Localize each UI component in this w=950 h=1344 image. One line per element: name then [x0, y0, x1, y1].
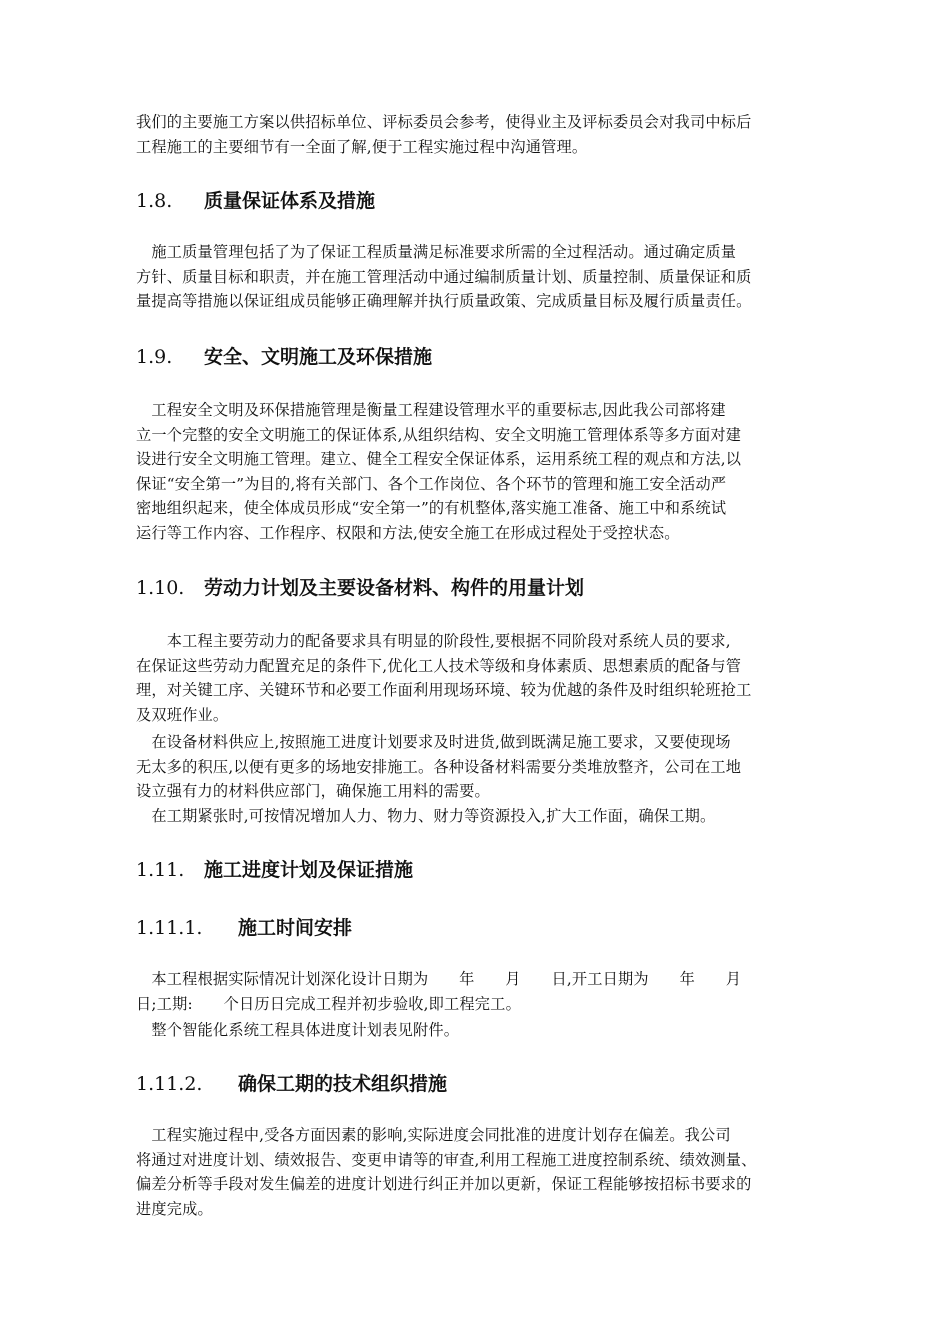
section-heading-1-8 [136, 186, 375, 213]
text-line: 无太多的积压,以便有更多的场地安排施工。各种设备材料需要分类堆放整齐，公司在工地 [136, 757, 742, 776]
text-line: 本工程主要劳动力的配备要求具有明显的阶段性,要根据不同阶段对系统人员的要求, [136, 632, 731, 650]
text-line: 理，对关键工序、关键环节和必要工作面利用现场环境、较为优越的条件及时组织轮班抢工 [136, 681, 752, 699]
text-line: 偏差分析等手段对发生偏差的进度计划进行纠正并加以更新，保证工程能够按招标书要求的 [136, 1175, 752, 1193]
section-heading-1-11-1 [136, 913, 352, 940]
section-title: 施工进度计划及保证措施 [204, 859, 414, 881]
section-1-10-paragraph-1 [136, 629, 816, 727]
text-line: 本工程根据实际情况计划深化设计日期为 年 月 日,开工日期为 年 月 [136, 970, 742, 988]
section-number: 1.9. [136, 346, 173, 368]
text-line: 及双班作业。 [136, 705, 229, 724]
text-line: 运行等工作内容、工作程序、权限和方法,使安全施工在形成过程处于受控状态。 [136, 523, 680, 542]
text-line: 工程施工的主要细节有一全面了解,便于工程实施过程中沟通管理。 [136, 137, 588, 156]
text-line: 立一个完整的安全文明施工的保证体系,从组织结构、安全文明施工管理体系等多方面对建 [136, 425, 742, 444]
text-line: 整个智能化系统工程具体进度计划表见附件。 [136, 1021, 460, 1039]
section-number: 1.11.1. [136, 917, 203, 939]
text-line: 设进行安全文明施工管理。建立、健全工程安全保证体系，运用系统工程的观点和方法,以 [136, 450, 742, 468]
section-1-11-1-paragraph-1 [136, 967, 816, 1016]
text-line: 在保证这些劳动力配置充足的条件下,优化工人技术等级和身体素质、思想素质的配备与管 [136, 656, 742, 675]
section-1-11-2-paragraph [136, 1123, 816, 1221]
section-title: 劳动力计划及主要设备材料、构件的用量计划 [204, 577, 585, 599]
section-1-8-paragraph [136, 240, 816, 314]
text-line: 工程实施过程中,受各方面因素的影响,实际进度会同批准的进度计划存在偏差。我公司 [136, 1126, 731, 1144]
section-number: 1.11. [136, 859, 185, 881]
section-title: 安全、文明施工及环保措施 [204, 346, 433, 368]
text-line: 在工期紧张时,可按情况增加人力、物力、财力等资源投入,扩大工作面，确保工期。 [136, 807, 716, 825]
section-title: 施工时间安排 [238, 917, 353, 939]
section-heading-1-11-2 [136, 1069, 447, 1096]
section-number: 1.11.2. [136, 1073, 203, 1095]
text-line: 在设备材料供应上,按照施工进度计划要求及时进货,做到既满足施工要求，又要使现场 [136, 733, 731, 751]
text-line: 日;工期: 个日历日完成工程并初步验收,即工程完工。 [136, 994, 521, 1013]
text-line: 设立强有力的材料供应部门，确保施工用料的需要。 [136, 782, 490, 800]
text-line: 施工质量管理包括了为了保证工程质量满足标准要求所需的全过程活动。通过确定质量 [136, 243, 737, 261]
intro-paragraph [136, 110, 816, 159]
section-1-10-paragraph-2 [136, 730, 816, 804]
section-heading-1-11 [136, 855, 413, 882]
section-title: 质量保证体系及措施 [204, 190, 376, 212]
section-number: 1.8. [136, 190, 173, 212]
text-line: 将通过对进度计划、绩效报告、变更申请等的审查,利用工程施工进度控制系统、绩效测量、 [136, 1150, 757, 1169]
section-1-11-1-paragraph-2 [136, 1018, 816, 1043]
section-1-9-paragraph [136, 398, 816, 545]
section-1-10-paragraph-3 [136, 804, 816, 829]
text-line: 密地组织起来，使全体成员形成“安全第一”的有机整体,落实施工准备、施工中和系统试 [136, 499, 727, 517]
text-line: 方针、质量目标和职责，并在施工管理活动中通过编制质量计划、质量控制、质量保证和质 [136, 267, 752, 286]
text-line: 进度完成。 [136, 1199, 213, 1218]
text-line: 我们的主要施工方案以供招标单位、评标委员会参考，使得业主及评标委员会对我司中标后 [136, 113, 752, 131]
section-heading-1-9 [136, 342, 432, 369]
text-line: 量提高等措施以保证组成员能够正确理解并执行质量政策、完成质量目标及履行质量责任。 [136, 292, 752, 310]
text-line: 工程安全文明及环保措施管理是衡量工程建设管理水平的重要标志,因此我公司部将建 [136, 401, 726, 419]
section-title: 确保工期的技术组织措施 [238, 1073, 448, 1095]
section-number: 1.10. [136, 577, 185, 599]
text-line: 保证“安全第一”为目的,将有关部门、各个工作岗位、各个环节的管理和施工安全活动严 [136, 474, 727, 493]
section-heading-1-10 [136, 573, 584, 600]
